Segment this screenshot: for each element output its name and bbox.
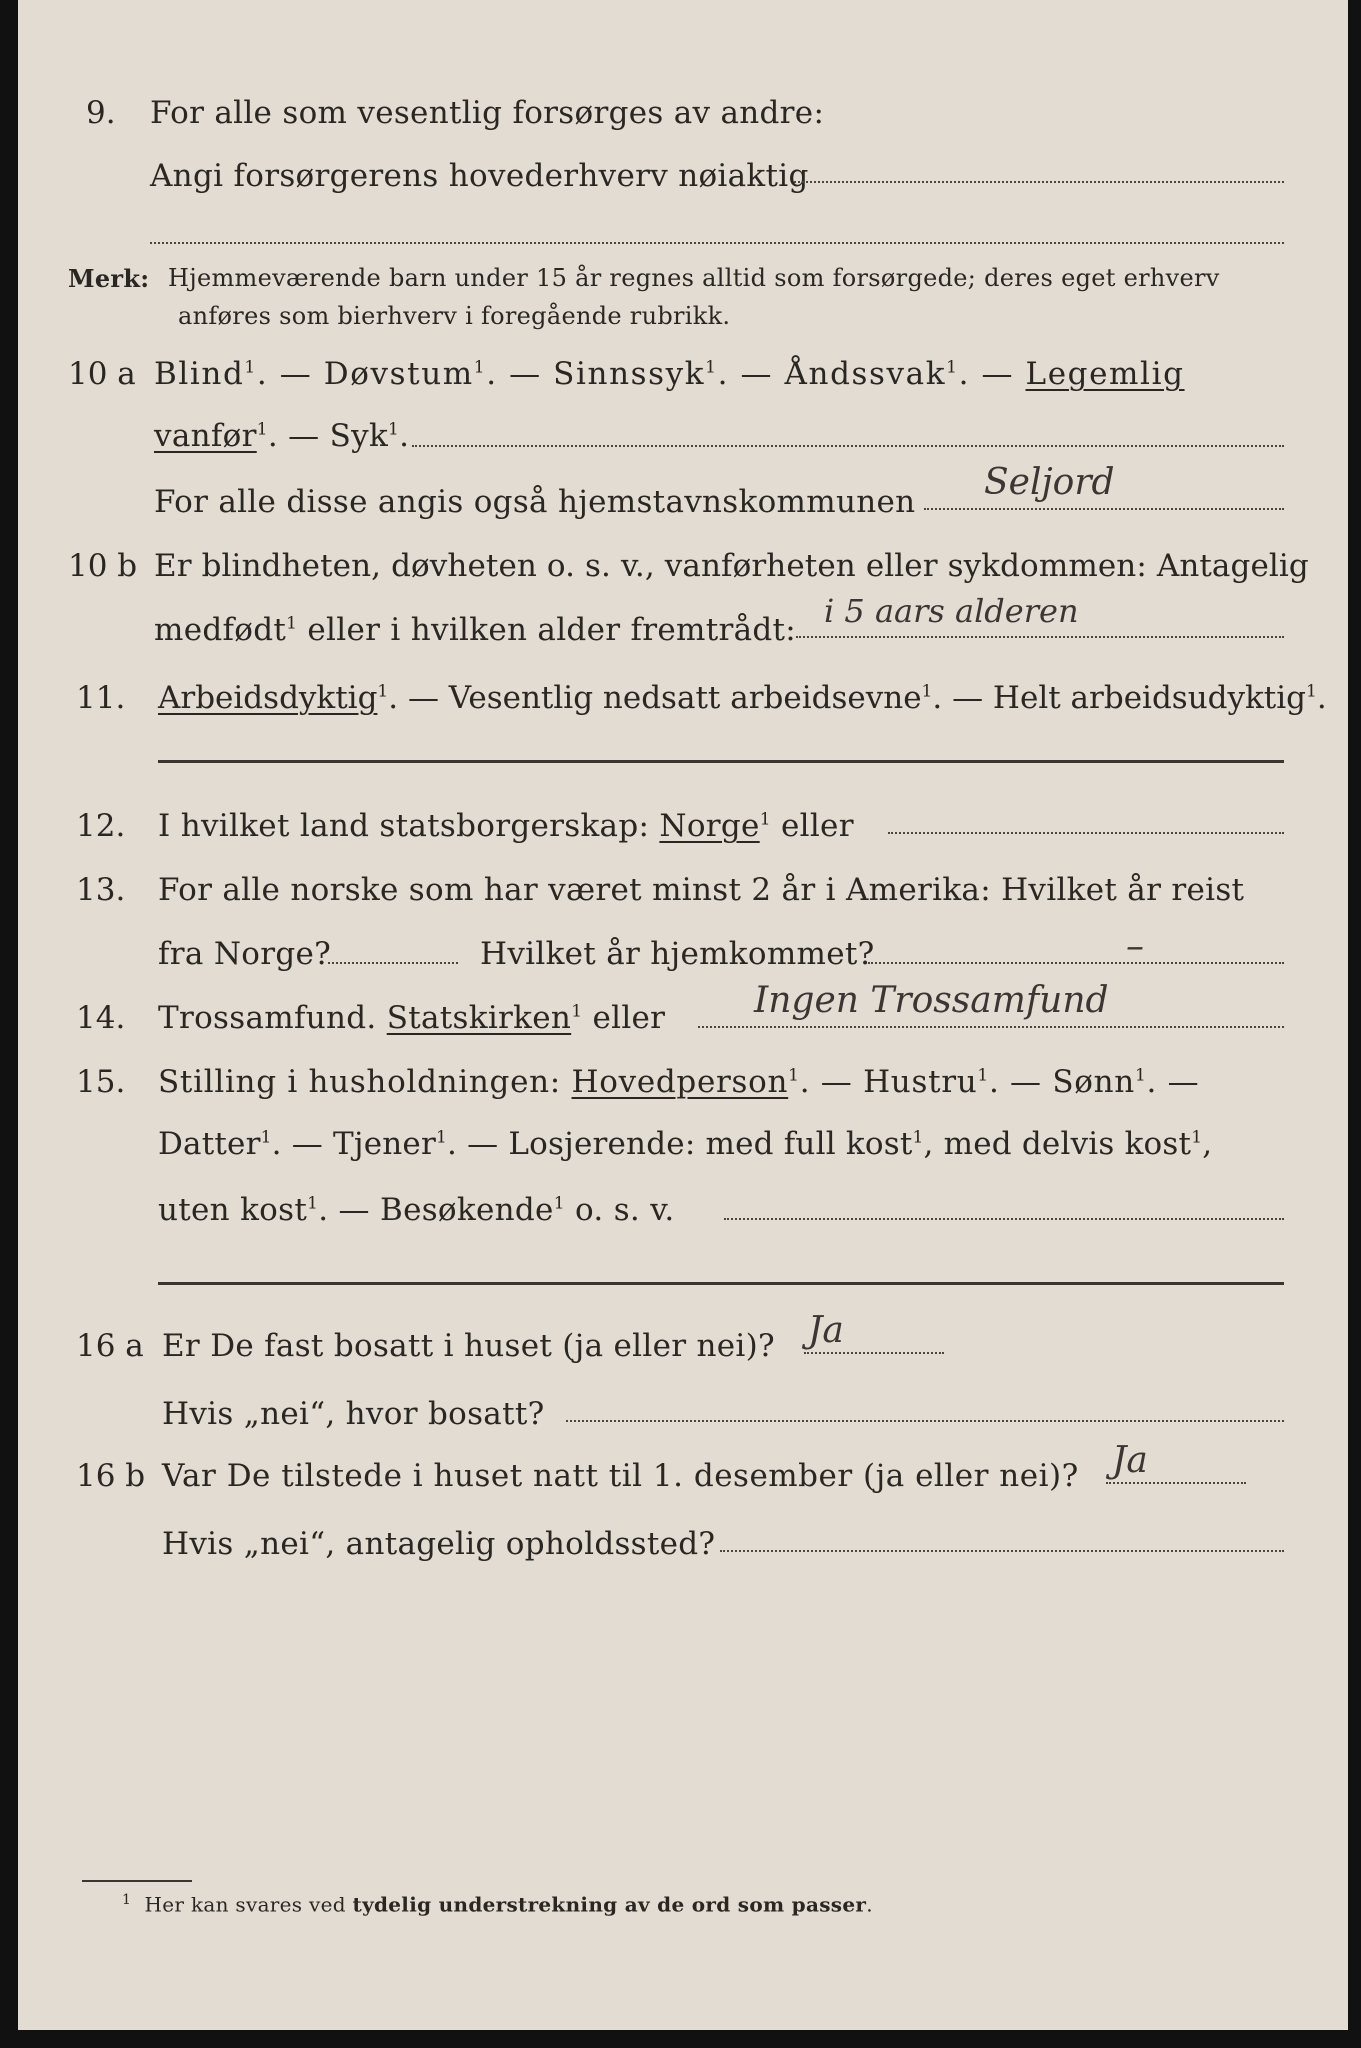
q11-number: 11.	[76, 680, 126, 716]
q13-handwritten-answer: –	[1126, 926, 1144, 967]
option-dovstum: . — Døvstum	[256, 356, 474, 392]
q16a-handwritten-answer: Ja	[808, 1310, 844, 1351]
q10a-number: 10 a	[68, 356, 136, 392]
option-syk: . — Syk	[267, 418, 389, 454]
q16b-answer-dots	[1106, 1482, 1246, 1484]
q10b-line1: Er blindheten, døvheten o. s. v., vanførheten eller sykdommen: Antagelig	[154, 548, 1309, 584]
option-arbeidsdyktig: Arbeidsdyktig	[158, 680, 378, 716]
q10a-line3: For alle disse angis også hjemstavnskommunen	[154, 484, 916, 520]
q10b-answer-dots	[796, 636, 1284, 638]
option-blind: Blind	[154, 356, 245, 392]
q14-number: 14.	[76, 1000, 126, 1036]
q16b-number: 16 b	[76, 1458, 146, 1494]
q10b-line2: medfødt$^1$ eller i hvilken alder fremtrådt:	[154, 612, 797, 648]
option-hovedperson: Hovedperson	[571, 1064, 789, 1100]
q10a-line1: Blind$^1$. — Døvstum$^1$. — Sinnssyk$^1$. — Åndssvak$^1$. — Legemlig	[154, 356, 1185, 392]
q13-dots-2	[868, 962, 1284, 964]
merk-line2: anføres som bierhverv i foregående rubrikk.	[178, 302, 731, 330]
q10a-dots	[412, 445, 1284, 447]
q15-line1: Stilling i husholdningen: Hovedperson$^1$. — Hustru$^1$. — Sønn$^1$. —	[158, 1064, 1200, 1100]
merk-label: Merk:	[68, 264, 150, 293]
q15-number: 15.	[76, 1064, 126, 1100]
option-norge: Norge	[659, 808, 760, 844]
q12-line: I hvilket land statsborgerskap: Norge$^1$ eller	[158, 808, 854, 844]
q14-line: Trossamfund. Statskirken$^1$ eller	[158, 1000, 666, 1036]
q15-line3: uten kost$^1$. — Besøkende$^1$ o. s. v.	[158, 1192, 675, 1228]
q16b-line1: Var De tilstede i huset natt til 1. desember (ja eller nei)?	[162, 1458, 1079, 1494]
option-sinnssyk: . — Sinnssyk	[486, 356, 706, 392]
q10a-answer-dots	[924, 508, 1284, 510]
option-andssvak: . — Åndssvak	[717, 356, 947, 392]
q16b-dots-2	[720, 1550, 1284, 1552]
q15-dots	[724, 1218, 1284, 1220]
q13-number: 13.	[76, 872, 126, 908]
q10b-handwritten-answer: i 5 aars alderen	[824, 592, 1079, 630]
q14-dots	[698, 1026, 1284, 1028]
footnote-rule	[82, 1880, 192, 1882]
q10b-number: 10 b	[68, 548, 138, 584]
q13-line1: For alle norske som har været minst 2 år i Amerika: Hvilket år reist	[158, 872, 1245, 908]
option-statskirken: Statskirken	[386, 1000, 572, 1036]
q9-line1: For alle som vesentlig forsørges av andre:	[150, 95, 825, 131]
option-vanfor: vanfør	[154, 418, 257, 454]
q16a-line1: Er De fast bosatt i huset (ja eller nei)?	[162, 1328, 775, 1364]
merk-line1: Hjemmeværende barn under 15 år regnes alltid som forsørgede; deres eget erhverv	[168, 264, 1220, 292]
q9-number: 9.	[86, 95, 116, 131]
q13-line2b: Hvilket år hjemkommet?	[480, 936, 875, 972]
q16a-line2: Hvis „nei“, hvor bosatt?	[162, 1396, 545, 1432]
q13-line2a: fra Norge?	[158, 936, 332, 972]
q13-dots-1	[328, 962, 458, 964]
q10a-handwritten-answer: Seljord	[984, 462, 1115, 503]
q12-number: 12.	[76, 808, 126, 844]
q9-answer-dots-2	[150, 242, 1284, 244]
q11-line: Arbeidsdyktig$^1$. — Vesentlig nedsatt arbeidsevne$^1$. — Helt arbeidsudyktig$^1$.	[158, 680, 1327, 716]
q16a-number: 16 a	[76, 1328, 144, 1364]
divider-1	[158, 760, 1284, 763]
q9-line2: Angi forsørgerens hovederhverv nøiaktig	[150, 158, 809, 194]
q16a-answer-dots	[804, 1352, 944, 1354]
option-legemlig: Legemlig	[1025, 356, 1185, 392]
q16a-dots-2	[566, 1420, 1284, 1422]
q16b-line2: Hvis „nei“, antagelig opholdssted?	[162, 1526, 716, 1562]
q12-dots	[888, 832, 1284, 834]
q10a-line2: vanfør$^1$. — Syk$^1$.	[154, 418, 410, 454]
census-form-page	[18, 0, 1348, 2030]
q9-answer-dots	[794, 181, 1284, 183]
q15-line2: Datter$^1$. — Tjener$^1$. — Losjerende: med full kost$^1$, med delvis kost$^1$,	[158, 1126, 1213, 1162]
footnote: $^1$ Her kan svares ved tydelig understrekning av de ord som passer.	[122, 1892, 873, 1917]
q16b-handwritten-answer: Ja	[1112, 1440, 1148, 1481]
q14-handwritten-answer: Ingen Trossamfund	[754, 980, 1109, 1021]
divider-2	[158, 1282, 1284, 1285]
